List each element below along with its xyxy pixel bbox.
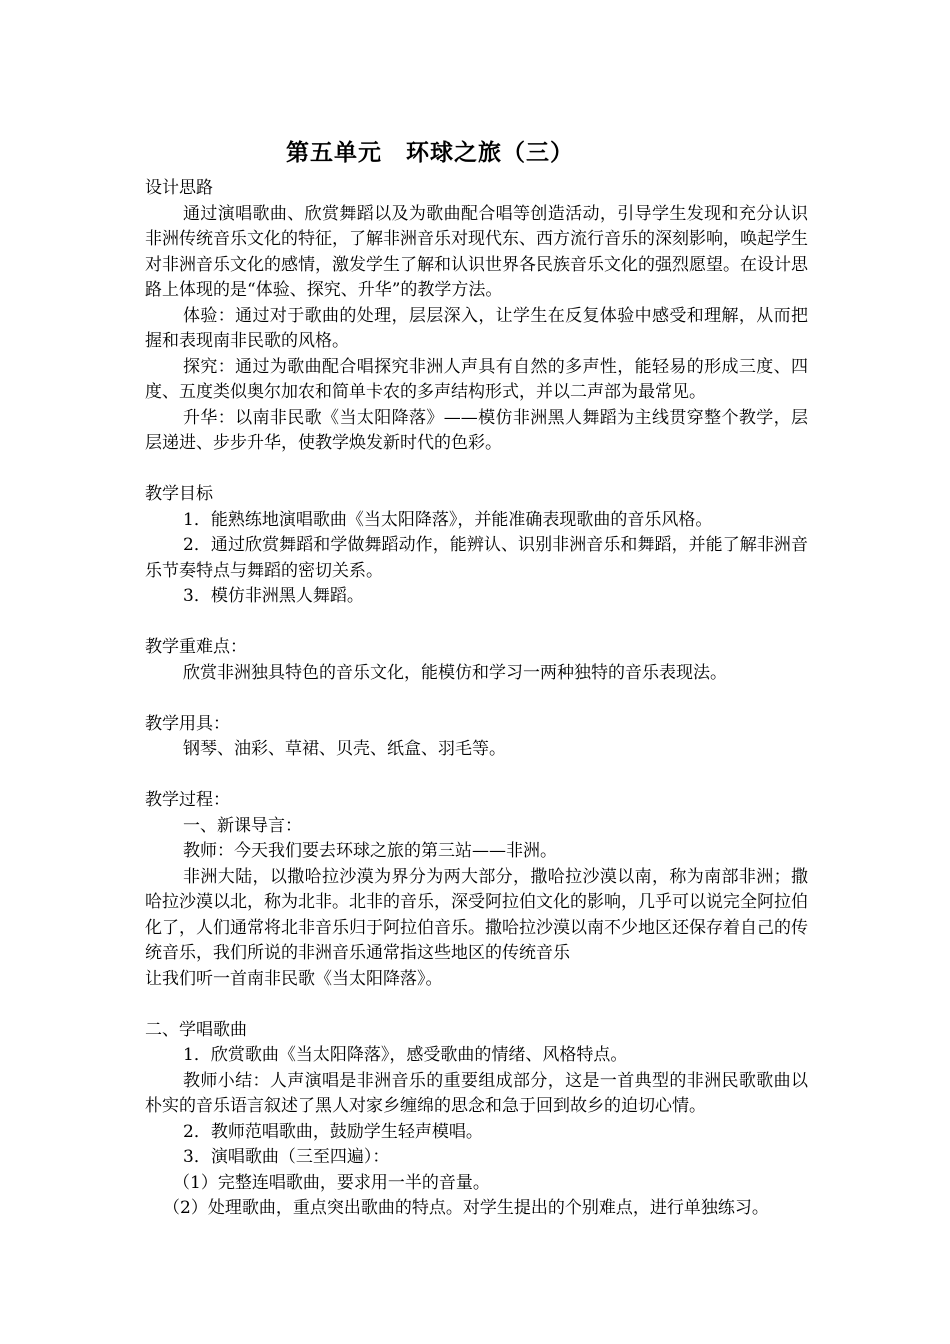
paragraph-keypoints: 欣赏非洲独具特色的音乐文化，能模仿和学习一两种独特的音乐表现法。 xyxy=(183,662,727,683)
section-heading-goals: 教学目标 xyxy=(145,484,213,504)
spacer xyxy=(145,610,808,636)
paragraph-tools: 钢琴、油彩、草裙、贝壳、纸盒、羽毛等。 xyxy=(183,739,506,759)
document-body xyxy=(145,176,808,1222)
spacer xyxy=(145,686,808,712)
section-heading-process: 教学过程： xyxy=(145,790,230,810)
section-heading-design: 设计思路 xyxy=(145,178,213,198)
paragraph-design-intro: 通过演唱歌曲、欣赏舞蹈以及为歌曲配合唱等创造活动，引导学生发现和充分认识非洲传统音乐文化的特征，了解非洲音乐对现代东、西方流行音乐的深刻影响，唤起学生对非洲音乐文化的感情，激发学生了解和认识世界各民族音乐文化的强烈愿望。在设计思路上体现的是“体验、探究、升华”的教学方法。 xyxy=(145,203,808,300)
goal-item: 2．通过欣赏舞蹈和学做舞蹈动作，能辨认、识别非洲音乐和舞蹈，并能了解非洲音乐节奏特点与舞蹈的密切关系。 xyxy=(145,535,808,581)
subheading-intro: 一、新课导言： xyxy=(183,815,302,836)
paragraph-listen: 让我们听一首南非民歌《当太阳降落》。 xyxy=(145,968,443,989)
paragraph-experience: 体验：通过对于歌曲的处理，层层深入，让学生在反复体验中感受和理解，从而把握和表现南非民歌的风格。 xyxy=(145,305,808,351)
spacer xyxy=(145,992,808,1018)
section-heading-keypoints: 教学重难点： xyxy=(145,637,247,657)
spacer xyxy=(145,457,808,483)
paragraph-teacher-summary: 教师小结：人声演唱是非洲音乐的重要组成部分，这是一首典型的非洲民歌歌曲以朴实的音乐语言叙述了黑人对家乡缠绵的思念和急于回到故乡的迫切心情。 xyxy=(145,1070,808,1116)
paragraph-explore: 探究：通过为歌曲配合唱探究非洲人声具有自然的多声性，能轻易的形成三度、四度、五度类似奥尔加农和简单卡农的多声结构形式，并以二声部为最常见。 xyxy=(145,356,808,402)
step-item: 2．教师范唱歌曲，鼓励学生轻声模唱。 xyxy=(183,1121,483,1142)
paragraph-teacher: 教师：今天我们要去环球之旅的第三站——非洲。 xyxy=(183,841,557,861)
paragraph-africa: 非洲大陆，以撒哈拉沙漠为界分为两大部分，撒哈拉沙漠以南，称为南部非洲；撒哈拉沙漠以北，称为北非。北非的音乐，深受阿拉伯文化的影响，几乎可以说完全阿拉伯化了，人们通常将北非音乐归于阿拉伯音乐。撒哈拉沙漠以南不少地区还保存着自己的传统音乐，我们所说的非洲音乐通常指这些地区的传统音乐 xyxy=(145,866,808,963)
goal-item: 1．能熟练地演唱歌曲《当太阳降落》，并能准确表现歌曲的音乐风格。 xyxy=(183,509,713,530)
step-item: 3．演唱歌曲（三至四遍）： xyxy=(183,1147,390,1167)
sub-step-item: （1）完整连唱歌曲，要求用一半的音量。 xyxy=(173,1172,490,1193)
paragraph-sublimation: 升华：以南非民歌《当太阳降落》——模仿非洲黑人舞蹈为主线贯穿整个教学，层层递进、步步升华，使教学焕发新时代的色彩。 xyxy=(145,407,808,453)
section-heading-learn-song: 二、学唱歌曲 xyxy=(145,1019,247,1040)
step-item: 1．欣赏歌曲《当太阳降落》，感受歌曲的情绪、风格特点。 xyxy=(183,1045,628,1065)
spacer xyxy=(145,763,808,789)
section-heading-tools: 教学用具： xyxy=(145,713,230,734)
sub-step-item: （2）处理歌曲，重点突出歌曲的特点。对学生提出的个别难点，进行单独练习。 xyxy=(163,1198,769,1218)
goal-item: 3．模仿非洲黑人舞蹈。 xyxy=(183,586,364,606)
page-title: 第五单元 环球之旅（三） xyxy=(286,139,574,166)
